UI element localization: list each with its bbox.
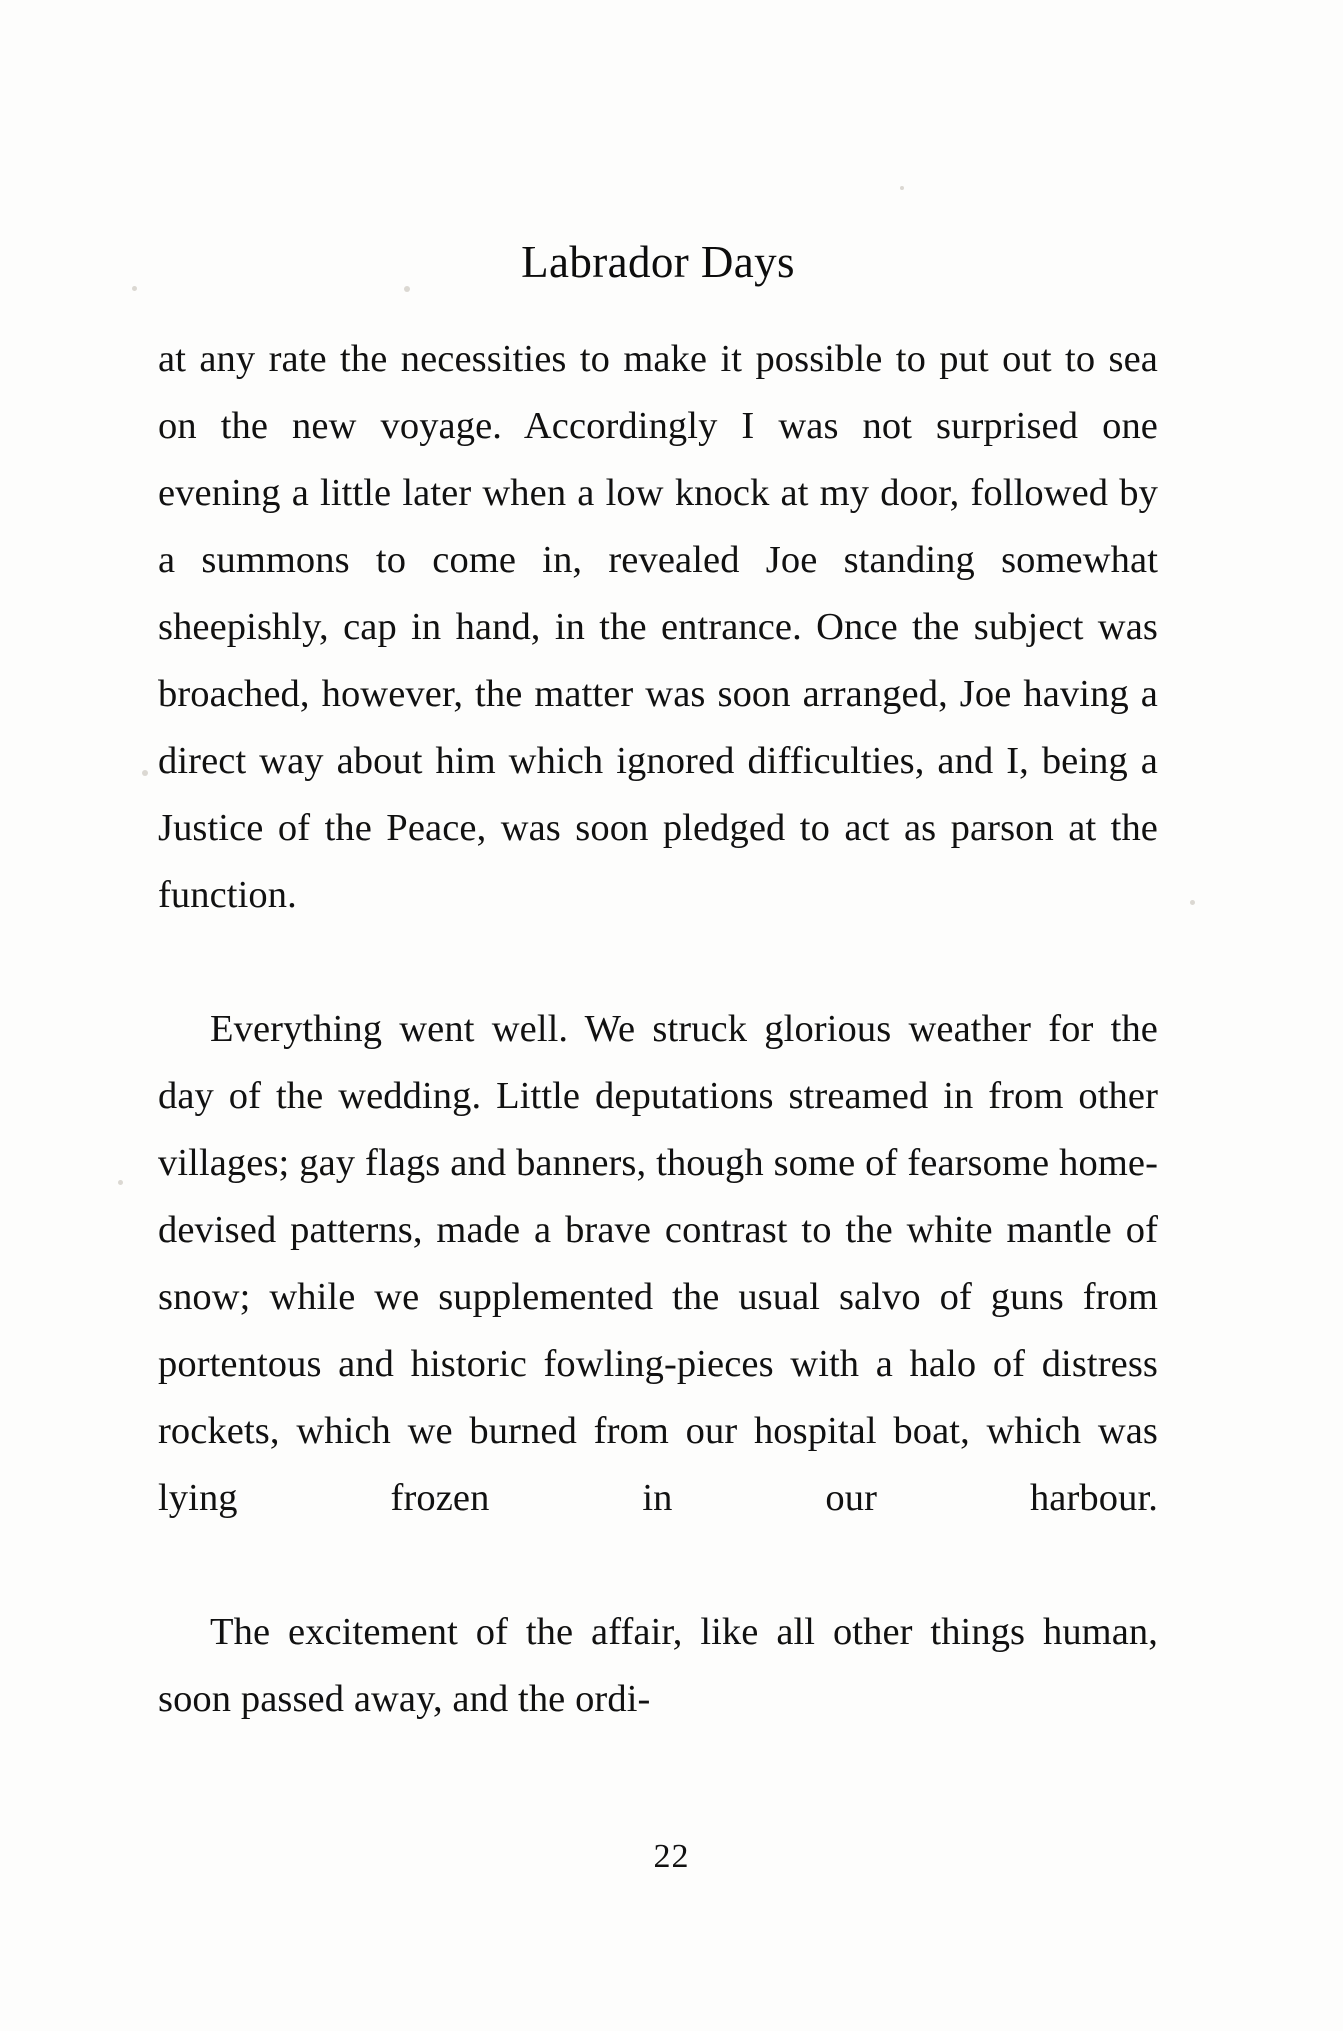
page-content <box>158 236 1158 1733</box>
paper-speck <box>900 186 904 190</box>
body-text <box>158 326 1158 1733</box>
paper-speck <box>1190 900 1195 905</box>
paragraph: Everything went well. We struck glorious weather for the day of the wedding. Little deputations streamed in from other villages; gay flags and banners, though some of fearsome home-devised patterns, made a brave contrast to the white mantle of snow; while we supplemented the usual salvo of guns from portentous and historic fowling-pieces with a halo of distress rockets, which we burned from our hospital boat, which was lying frozen in our harbour. <box>158 1008 1158 1519</box>
paper-speck <box>132 286 137 291</box>
paragraph: at any rate the necessities to make it possible to put out to sea on the new voyage. Accordingly I was not surprised one evening a little later when a low knock at my door, followed by a summons to come in, revealed Joe standing somewhat sheepishly, cap in hand, in the entrance. Once the subject was broached, however, the matter was soon arranged, Joe having a direct way about him which ignored difficulties, and I, being a Justice of the Peace, was soon pledged to act as parson at the function. <box>158 338 1158 916</box>
paragraph: The excitement of the affair, like all other things human, soon passed away, and the ordi- <box>158 1611 1158 1720</box>
running-head: Labrador Days <box>521 237 795 287</box>
paper-speck <box>118 1180 123 1185</box>
page-number: 22 <box>653 1838 690 1875</box>
paper-speck <box>142 770 148 776</box>
